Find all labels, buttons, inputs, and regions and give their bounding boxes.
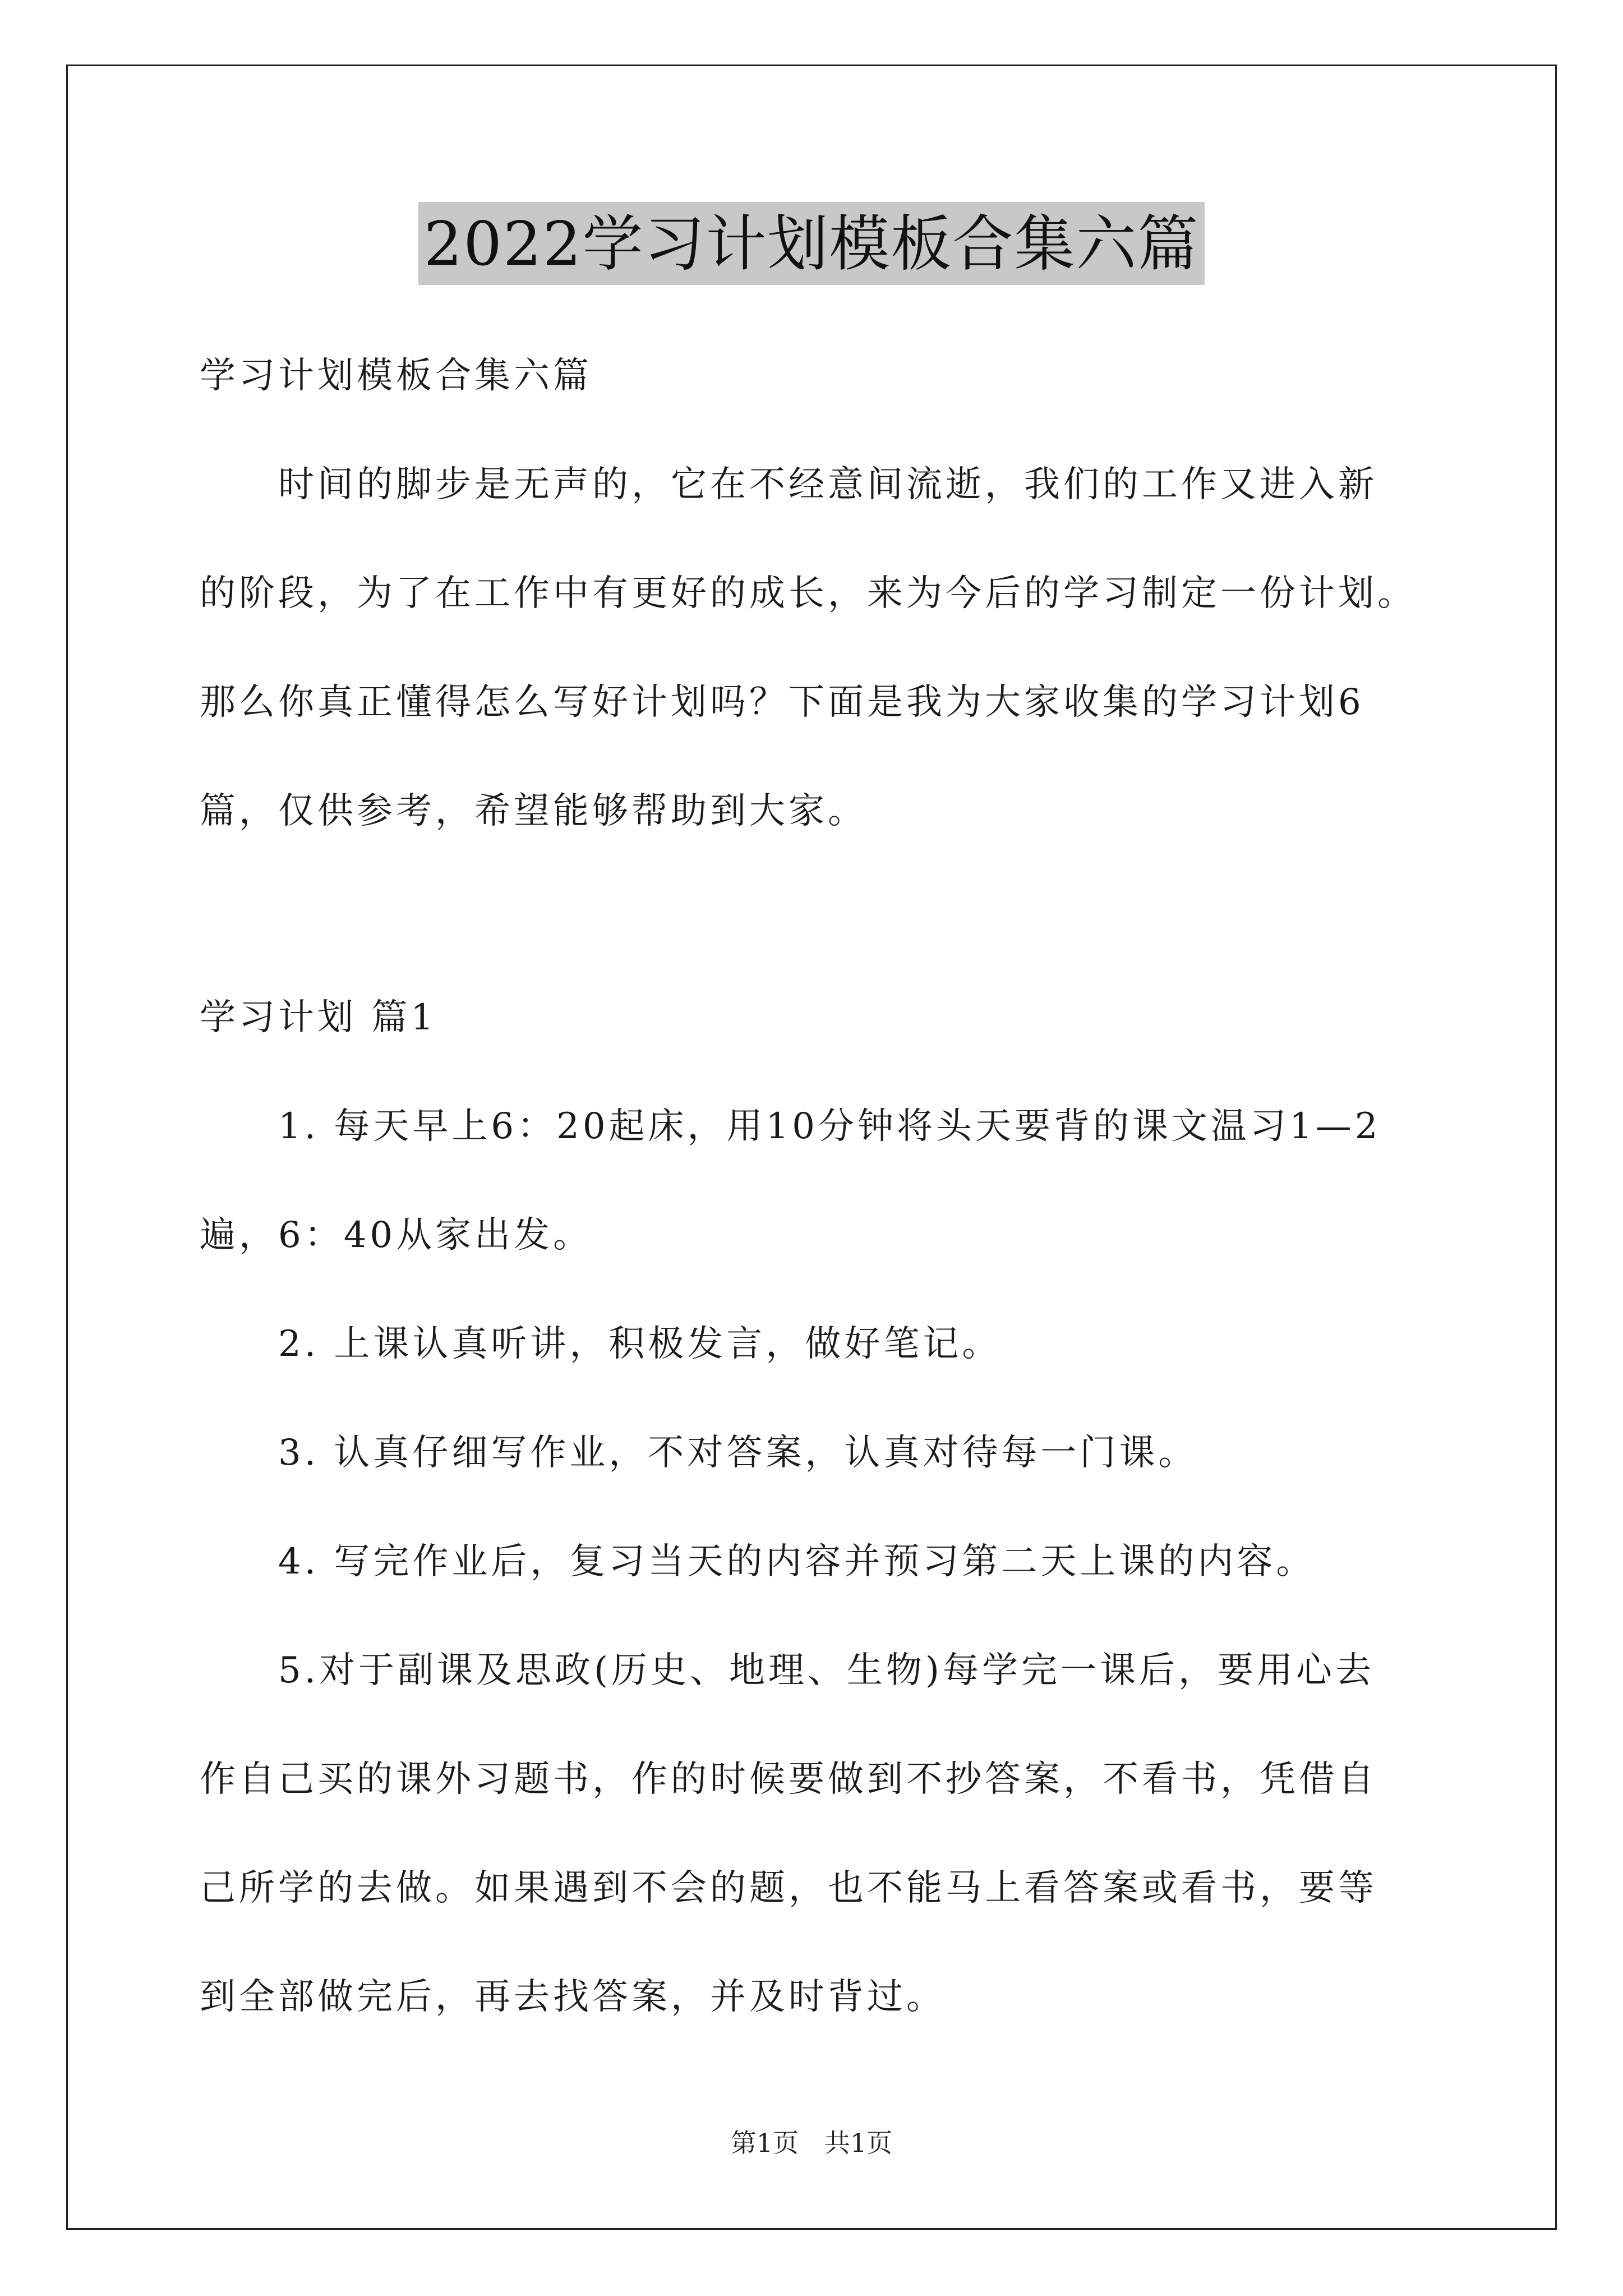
list-item-line: 到全部做完后，再去找答案，并及时背过。	[200, 1976, 946, 2018]
list-item-line: 1. 每天早上6：20起床，用10分钟将头天要背的课文温习1—2	[278, 1106, 1381, 1147]
intro-line: 的阶段，为了在工作中有更好的成长，来为今后的学习制定一份计划。	[200, 573, 1417, 614]
document-title: 2022学习计划模板合集六篇	[418, 202, 1205, 285]
list-item-line: 5.对于副课及思政(历史、地理、生物)每学完一课后，要用心去	[278, 1650, 1375, 1691]
list-item-line: 2. 上课认真听讲，积极发言，做好笔记。	[278, 1323, 1002, 1365]
list-item-line: 遍，6：40从家出发。	[200, 1214, 593, 1256]
section-heading: 学习计划 篇1	[200, 997, 437, 1038]
list-item-line: 4. 写完作业后，复习当天的内容并预习第二天上课的内容。	[278, 1541, 1316, 1582]
page-number-footer: 第1页 共1页	[730, 2128, 893, 2158]
list-item-line: 作自己买的课外习题书，作的时候要做到不抄答案，不看书，凭借自	[200, 1759, 1377, 1800]
intro-line: 篇，仅供参考，希望能够帮助到大家。	[200, 790, 867, 832]
list-item-line: 3. 认真仔细写作业，不对答案，认真对待每一门课。	[278, 1432, 1198, 1474]
intro-line: 时间的脚步是无声的，它在不经意间流逝，我们的工作又进入新	[278, 464, 1377, 505]
list-item-line: 己所学的去做。如果遇到不会的题，也不能马上看答案或看书，要等	[200, 1867, 1377, 1909]
title-container	[0, 202, 1623, 285]
intro-line: 那么你真正懂得怎么写好计划吗？下面是我为大家收集的学习计划6	[200, 682, 1364, 723]
document-subtitle: 学习计划模板合集六篇	[200, 355, 592, 397]
